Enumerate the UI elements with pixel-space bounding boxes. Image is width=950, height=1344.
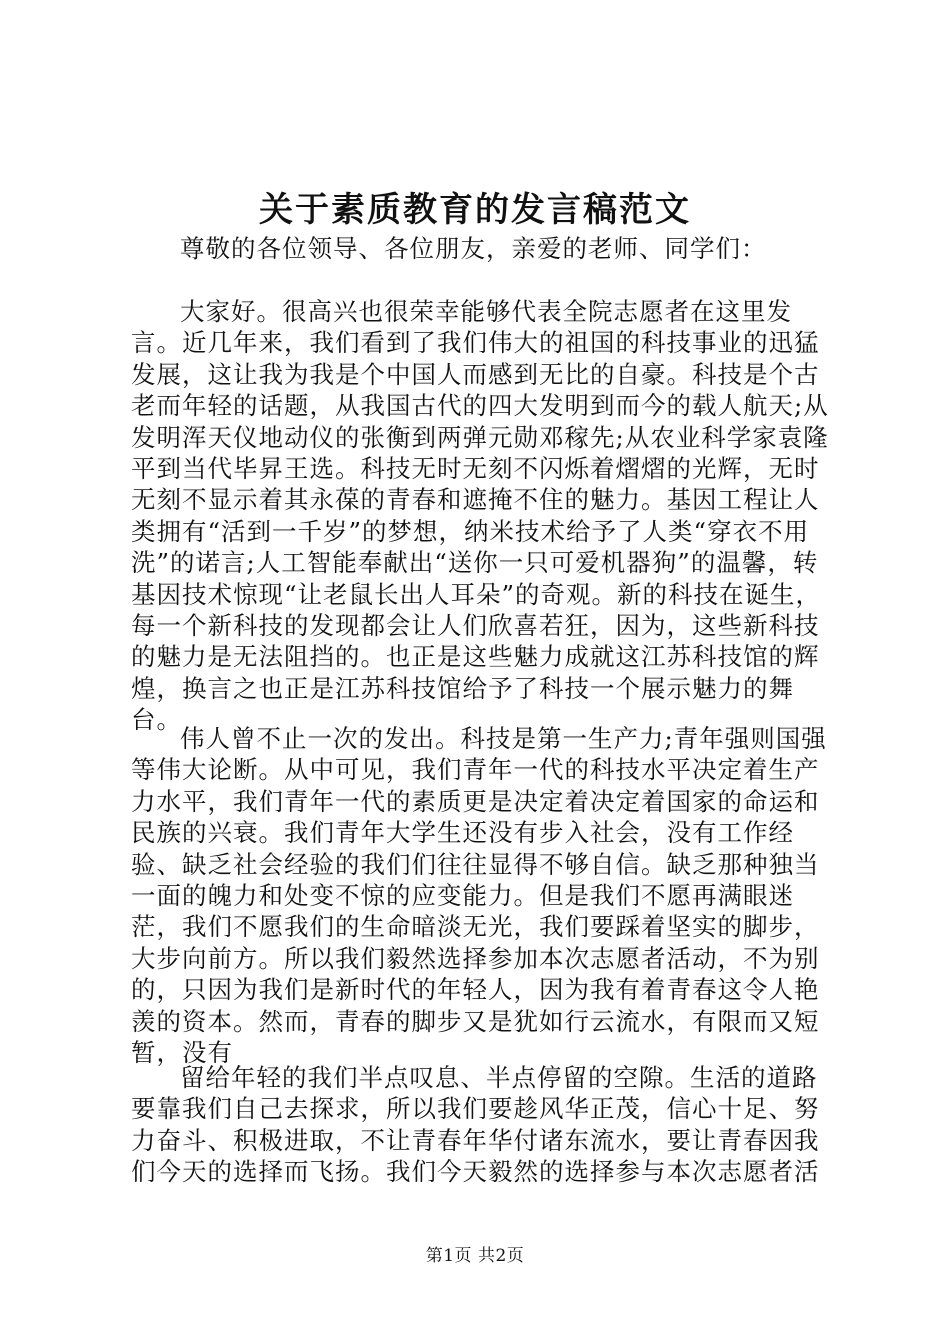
paragraph-2: 伟人曾不止一次的发出。科技是第一生产力;青年强则国强等伟大论断。从中可见，我们青年一代的科技水平决定着生产力水平，我们青年一代的素质更是决定着决定着国家的命运和民族的兴衰。我们青年大学生还没有步入社会，没有工作经验、缺乏社会经验的我们们往往显得不够自信。缺乏那种独当一面的魄力和处变不惊的应变能力。但是我们不愿再满眼迷茫，我们不愿我们的生命暗淡无光，我们要踩着坚实的脚步，大步向前方。所以我们毅然选择参加本次志愿者活动，不为别的，只因为我们是新时代的年轻人，因为我有着青春这令人艳羡的资本。然而，青春的脚步又是犹如行云流水，有限而又短暂，没有: [131, 724, 827, 1068]
greeting-line: 尊敬的各位领导、各位朋友，亲爱的老师、同学们：: [180, 234, 767, 263]
paragraph-1: 大家好。很高兴也很荣幸能够代表全院志愿者在这里发言。近几年来，我们看到了我们伟大的祖国的科技事业的迅猛发展，这让我为我是个中国人而感到无比的自豪。科技是个古老而年轻的话题，从我国古代的四大发明到而今的载人航天;从发明浑天仪地动仪的张衡到两弹元勋邓稼先;从农业科学家袁隆平到当代毕昇王选。科技无时无刻不闪烁着熠熠的光辉，无时无刻不显示着其永葆的青春和遮掩不住的魅力。基因工程让人类拥有“活到一千岁”的梦想，纳米技术给予了人类“穿衣不用洗”的诺言;人工智能奉献出“送你一只可爱机器狗”的温馨，转基因技术惊现“让老鼠长出人耳朵”的奇观。新的科技在诞生，每一个新科技的发现都会让人们欣喜若狂，因为，这些新科技的魅力是无法阻挡的。也正是这些魅力成就这江苏科技馆的辉煌，换言之也正是江苏科技馆给予了科技一个展示魅力的舞台。: [131, 297, 829, 735]
document-title: 关于素质教育的发言稿范文: [259, 190, 691, 230]
paragraph-3: 留给年轻的我们半点叹息、半点停留的空隙。生活的道路要靠我们自己去探求，所以我们要趁风华正茂，信心十足、努力奋斗、积极进取，不让青春年华付诸东流水，要让青春因我们今天的选择而飞扬。我们今天毅然的选择参与本次志愿者活: [131, 1063, 820, 1187]
page-number-footer: 第1页 共2页: [425, 1246, 525, 1266]
